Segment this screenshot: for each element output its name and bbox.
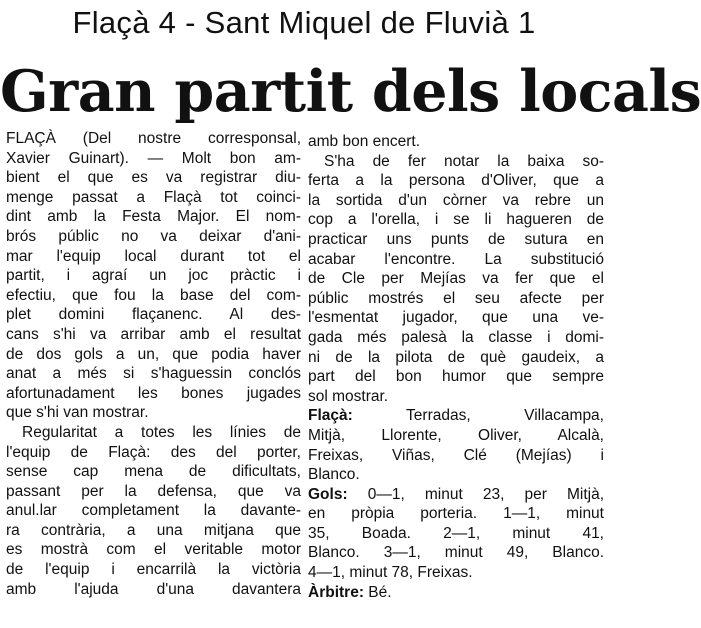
- line-text: 4—1, minut 78, Freixas.: [308, 564, 473, 582]
- line-text: mar l'equip local durant tot el: [6, 247, 301, 265]
- text-line: [308, 289, 604, 309]
- text-line: [6, 403, 301, 423]
- text-line: [308, 367, 604, 387]
- line-text: de dos gols a un, que podia haver: [6, 345, 301, 363]
- text-line: [308, 563, 604, 583]
- text-line: [6, 462, 301, 482]
- line-text: gada més palesà la classe i domi-: [308, 328, 604, 346]
- text-line: [308, 504, 604, 524]
- line-text: S'ha de fer notar la baixa so-: [324, 152, 604, 170]
- line-text: practicar uns punts de sutura en: [308, 230, 604, 248]
- text-line: [6, 149, 301, 169]
- line-text: públic mostrés el seu afecte per: [308, 289, 604, 307]
- text-line: [6, 207, 301, 227]
- text-line: [308, 524, 604, 544]
- text-line: [6, 423, 301, 443]
- line-text: plet domini flaçanenc. Al des-: [6, 306, 301, 324]
- text-line: [6, 364, 301, 384]
- text-line: [6, 345, 301, 365]
- article-headline: Gran partit dels locals: [0, 58, 701, 125]
- text-line: [308, 543, 604, 563]
- line-text: la sortida d'un còrner va rebre un: [308, 191, 604, 209]
- text-line: [308, 191, 604, 211]
- text-line: [308, 171, 604, 191]
- line-text: en pròpia porteria. 1—1, minut: [308, 505, 604, 523]
- text-line: [308, 348, 604, 368]
- text-line: [308, 250, 604, 270]
- text-line: [6, 286, 301, 306]
- line-text: de Cle per Mejías va fer que el: [308, 270, 604, 288]
- text-line: [308, 132, 604, 152]
- text-line: [6, 266, 301, 286]
- line-text: partit, i agraí un joc pràctic i: [6, 267, 301, 285]
- text-line: [308, 328, 604, 348]
- line-text: l'esmentat jugador, que una ve-: [308, 309, 604, 327]
- line-text: l'equip de Flaçà: des del porter,: [6, 443, 301, 461]
- line-text: anul.lar completament la davante-: [6, 502, 301, 520]
- text-line: [308, 152, 604, 172]
- text-line: [6, 227, 301, 247]
- line-text: efectiu, que fou la base del com-: [6, 286, 301, 304]
- text-line: [308, 583, 604, 603]
- line-text: Bé.: [363, 583, 392, 601]
- text-line: [6, 129, 301, 149]
- line-text: bient el que es va registrar diu-: [6, 169, 301, 187]
- line-text: menge passat a Flaçà tot coinci-: [6, 188, 301, 206]
- text-line: [6, 188, 301, 208]
- text-line: [6, 443, 301, 463]
- article-column-left: [6, 129, 301, 599]
- line-text: Blanco. 3—1, minut 49, Blanco.: [308, 544, 604, 562]
- text-line: [6, 482, 301, 502]
- text-line: [308, 269, 604, 289]
- text-line: [6, 521, 301, 541]
- line-text: cop a l'orella, i se li hagueren de: [308, 211, 604, 229]
- line-text: amb l'ajuda d'una davantera: [6, 580, 301, 598]
- line-text: que s'hi van mostrar.: [6, 404, 149, 422]
- line-text: Terradas, Villacampa,: [352, 407, 604, 425]
- line-text: sense cap mena de dificultats,: [6, 463, 301, 481]
- text-line: [308, 308, 604, 328]
- line-text: acabar l'encontre. La substitució: [308, 250, 604, 268]
- text-line: [308, 446, 604, 466]
- line-text: anat a més si s'haguessin conclós: [6, 365, 301, 383]
- article-column-right: [308, 132, 604, 602]
- text-line: [6, 540, 301, 560]
- line-text: 0—1, minut 23, per Mitjà,: [347, 485, 604, 503]
- text-line: [308, 387, 604, 407]
- line-text: Xavier Guinart). — Molt bon am-: [6, 149, 301, 167]
- line-text: Blanco.: [308, 466, 360, 484]
- line-text: brós públic no va deixar d'ani-: [6, 227, 301, 245]
- text-line: [6, 501, 301, 521]
- text-line: [308, 406, 604, 426]
- line-text: part del bon humor que sempre: [308, 368, 604, 386]
- line-text: cans s'hi va arribar amb el resultat: [6, 325, 301, 343]
- text-line: [6, 325, 301, 345]
- line-label: Flaçà:: [308, 407, 353, 425]
- line-text: ferta a la persona d'Oliver, que a: [308, 172, 604, 190]
- line-text: amb bon encert.: [308, 133, 421, 150]
- match-score-kicker: Flaçà 4 - Sant Miquel de Fluvià 1: [72, 5, 536, 40]
- text-line: [6, 580, 301, 600]
- text-line: [308, 230, 604, 250]
- line-text: Freixas, Viñas, Clé (Mejías) i: [308, 446, 604, 464]
- line-label: Gols:: [308, 485, 348, 503]
- text-line: [6, 305, 301, 325]
- text-line: [308, 426, 604, 446]
- text-line: [6, 247, 301, 267]
- text-line: [6, 560, 301, 580]
- line-text: Regularitat a totes les línies de: [22, 423, 301, 441]
- line-text: Mitjà, Llorente, Oliver, Alcalà,: [308, 426, 604, 444]
- line-text: FLAÇÀ (Del nostre corresponsal,: [6, 130, 301, 147]
- text-line: [6, 384, 301, 404]
- line-text: ni de la pilota de què gaudeix, a: [308, 348, 604, 366]
- line-text: afortunadament les bones jugades: [6, 384, 301, 402]
- text-line: [308, 465, 604, 485]
- line-text: 35, Boada. 2—1, minut 41,: [308, 524, 604, 542]
- line-label: Àrbitre:: [308, 583, 364, 601]
- line-text: de l'equip i encarrilà la victòria: [6, 561, 301, 579]
- text-line: [308, 485, 604, 505]
- line-text: es mostrà com el veritable motor: [6, 541, 301, 559]
- line-text: sol mostrar.: [308, 387, 389, 405]
- text-line: [6, 168, 301, 188]
- line-text: passant per la defensa, que va: [6, 482, 301, 500]
- text-line: [308, 210, 604, 230]
- line-text: dint amb la Festa Major. El nom-: [6, 208, 301, 226]
- line-text: ra contrària, a una mitjana que: [6, 521, 301, 539]
